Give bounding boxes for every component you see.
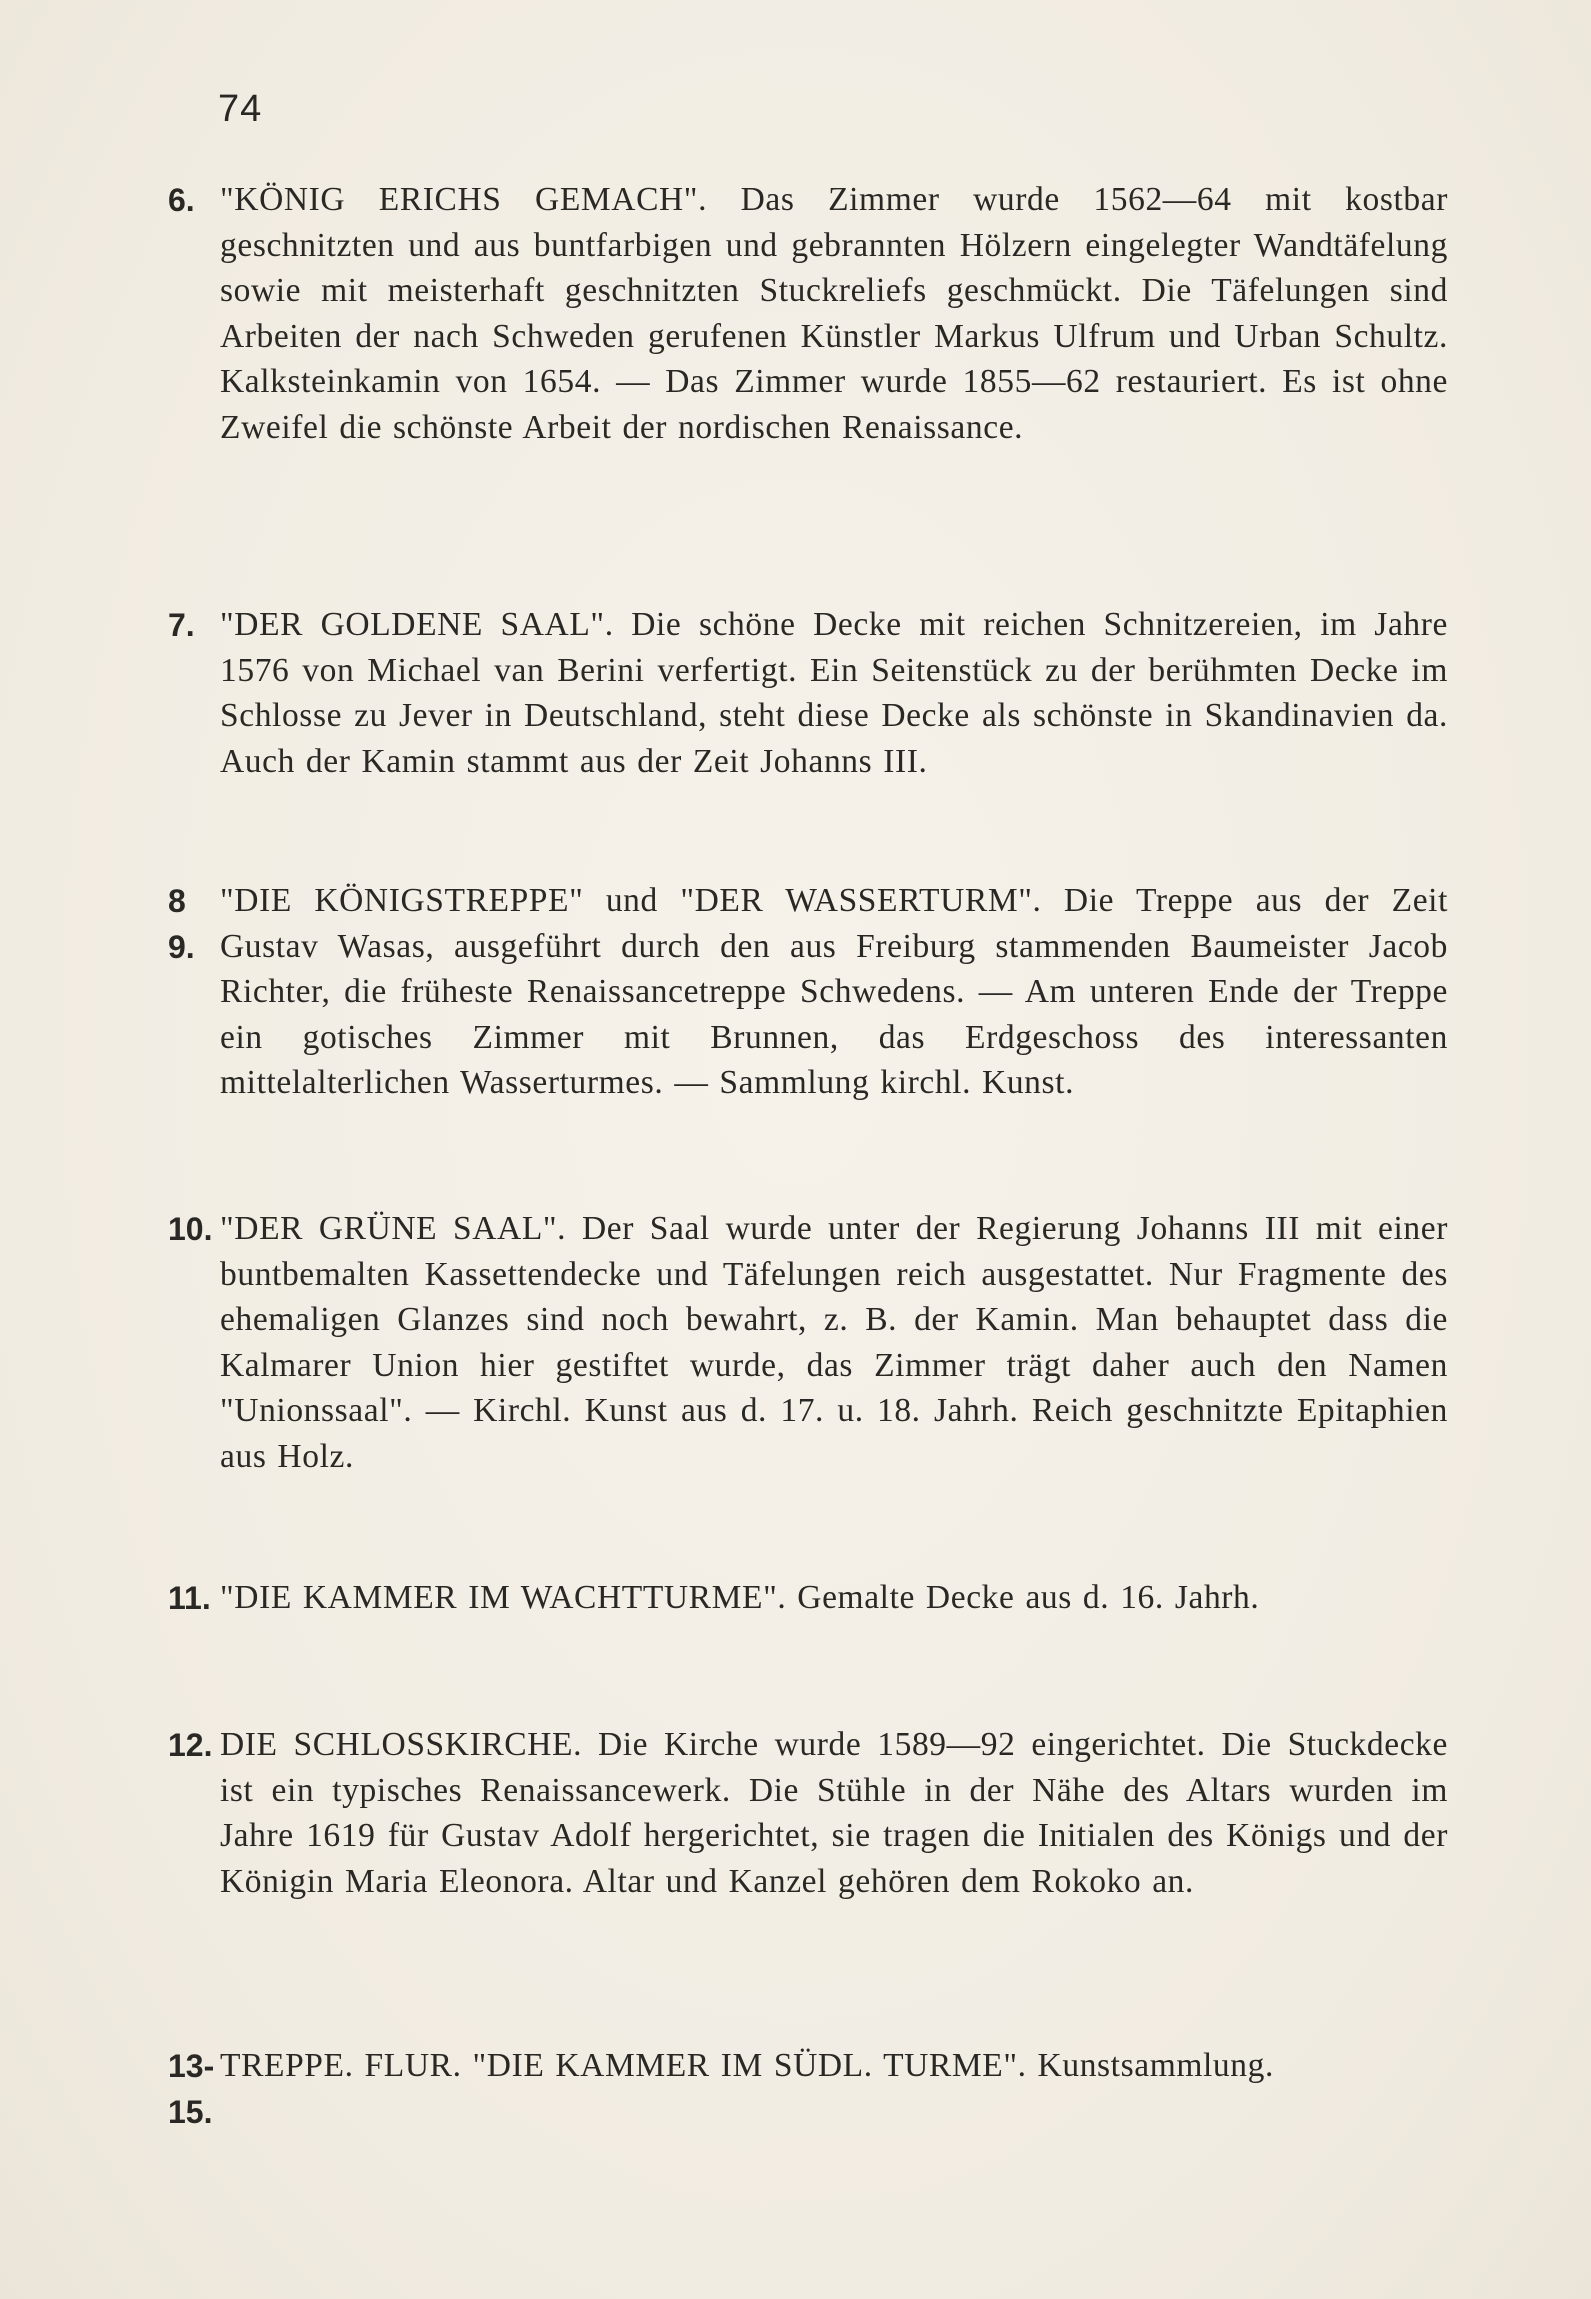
entry-text: "DIE KAMMER IM WACHTTURME". Gemalte Decke aus d. 16. Jahrh. — [220, 1579, 1260, 1616]
entry-number: 6. — [168, 182, 195, 218]
entry-text: DIE SCHLOSSKIRCHE. Die Kirche wurde 1589—92 eingerichtet. Die Stuckdecke ist ein typisches Renaissancewerk. Die Stühle in der Nähe des Altars wurden im Jahre 1619 für Gustav Adolf hergerichtet, sie tragen die Initialen des Königs und der Königin Maria Eleonora. Altar und Kanzel gehören dem Rokoko an. — [220, 1726, 1448, 1900]
room-entry-7 — [168, 602, 1448, 784]
entry-text: "DER GRÜNE SAAL". Der Saal wurde unter der Regierung Johanns III mit einer buntbemalten Kassettendecke und Täfelungen reich ausgestattet. Nur Fragmente des ehemaligen Glanzes sind noch bewahrt, z. B. der Kamin. Man behauptet dass die Kalmarer Union hier gestiftet wurde, das Zimmer trägt daher auch den Namen "Unionssaal". — Kirchl. Kunst aus d. 17. u. 18. Jahrh. Reich geschnitzte Epitaphien aus Holz. — [220, 1210, 1448, 1475]
entry-text: TREPPE. FLUR. "DIE KAMMER IM SÜDL. TURME". Kunstsammlung. — [220, 2047, 1274, 2084]
entry-number: 8 — [168, 883, 186, 919]
entry-number: 13- — [168, 2048, 215, 2084]
entry-number: 7. — [168, 607, 195, 643]
room-entry-13-15 — [168, 2043, 1448, 2130]
room-entry-6 — [168, 177, 1448, 451]
entry-text: "DER GOLDENE SAAL". Die schöne Decke mit reichen Schnitzereien, im Jahre 1576 von Michael van Berini verfertigt. Ein Seitenstück zu der berühmten Decke im Schlosse zu Jever in Deutschland, steht diese Decke als schönste in Skandinavien da. Auch der Kamin stammt aus der Zeit Johanns III. — [220, 606, 1448, 780]
room-entry-10 — [168, 1206, 1448, 1480]
entry-text: "KÖNIG ERICHS GEMACH". Das Zimmer wurde 1562—64 mit kostbar geschnitzten und aus buntfarbigen und gebrannten Hölzern eingelegter Wandtäfelung sowie mit meisterhaft geschnitzten Stuckreliefs geschmückt. Die Täfelungen sind Arbeiten der nach Schweden gerufenen Künstler Markus Ulfrum und Urban Schultz. Kalksteinkamin von 1654. — Das Zimmer wurde 1855—62 restauriert. Es ist ohne Zweifel die schönste Arbeit der nordischen Renaissance. — [220, 181, 1448, 446]
room-entry-8-9 — [168, 878, 1448, 1106]
page-number: 74 — [218, 88, 263, 130]
entry-number: 12. — [168, 1727, 213, 1763]
room-entry-11 — [168, 1575, 1448, 1621]
entry-text: "DIE KÖNIGSTREPPE" und "DER WASSERTURM". Die Treppe aus der Zeit Gustav Wasas, ausgeführt durch den aus Freiburg stammenden Baumeister Jacob Richter, die früheste Renaissancetreppe Schwedens. — Am unteren Ende der Treppe ein gotisches Zimmer mit Brunnen, das Erdgeschoss des interessanten mittelalterlichen Wasserturmes. — Sammlung kirchl. Kunst. — [220, 882, 1448, 1102]
entry-number-end: 15. — [168, 2094, 213, 2130]
entry-number: 11. — [168, 1580, 211, 1616]
entry-number-end: 9. — [168, 929, 195, 965]
room-entry-12 — [168, 1722, 1448, 1904]
entry-number: 10. — [168, 1211, 213, 1247]
